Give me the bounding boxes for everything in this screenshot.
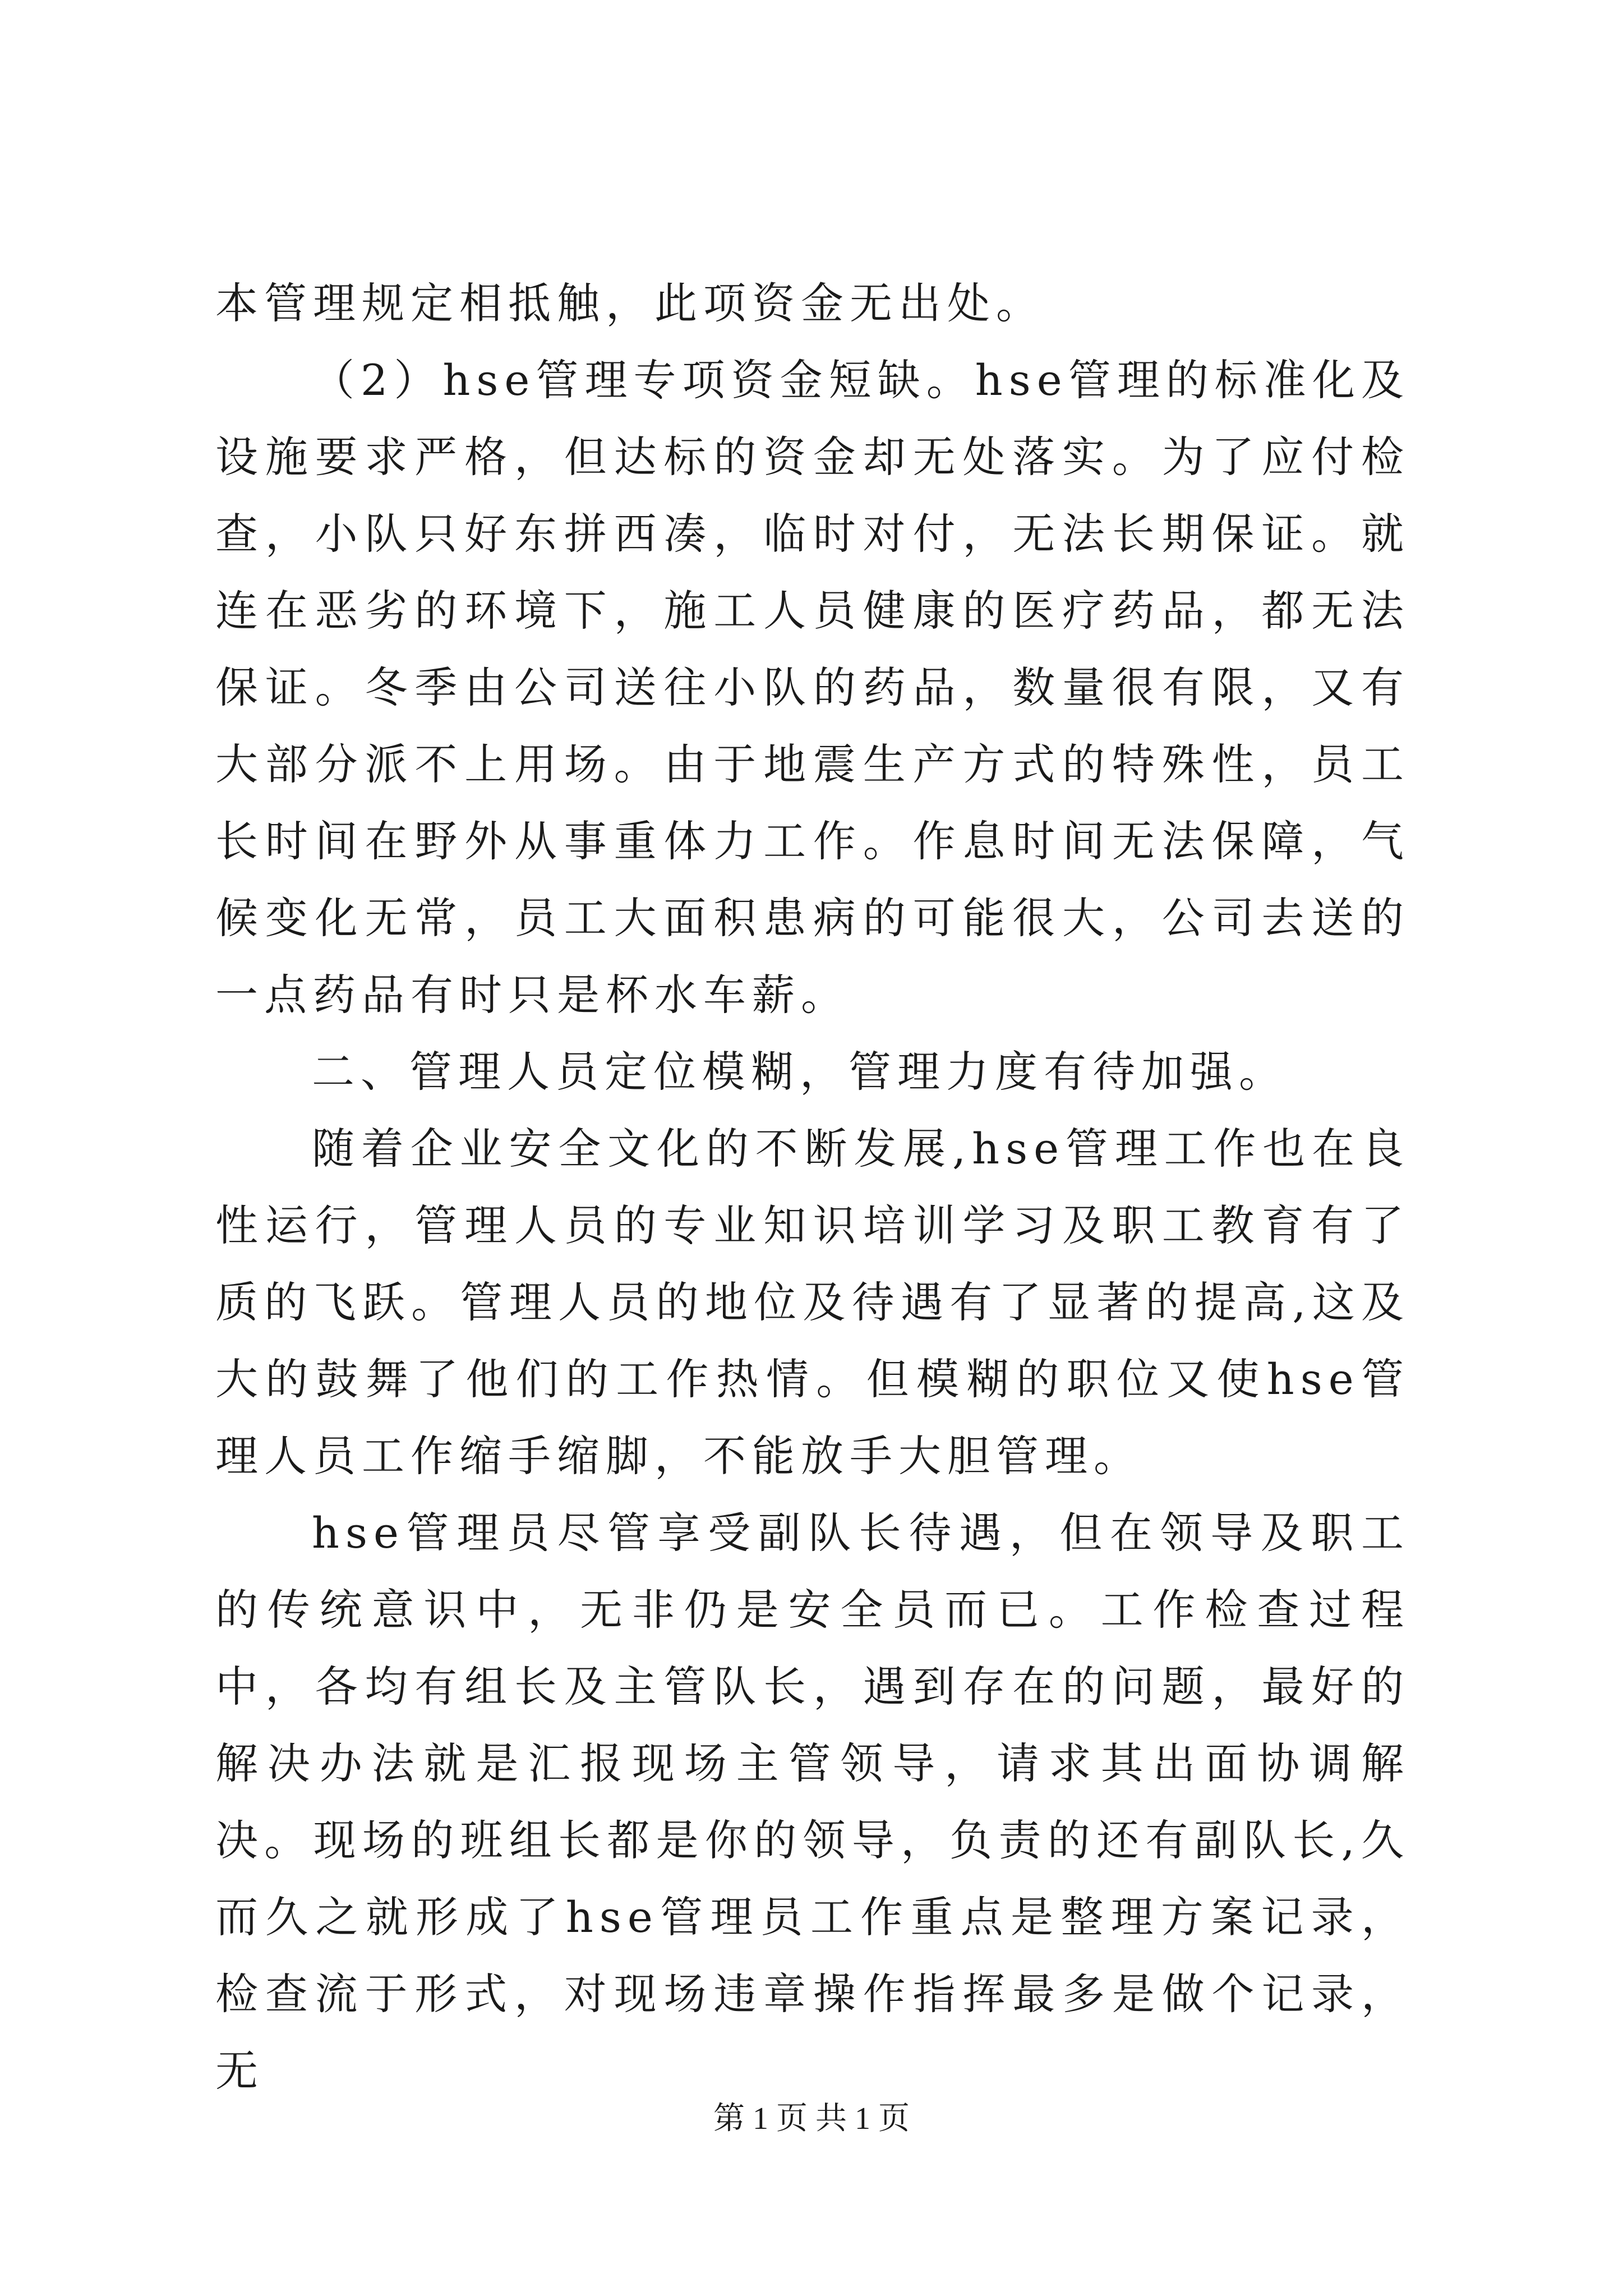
paragraph-safety-culture: 随着企业安全文化的不断发展,hse管理工作也在良性运行，管理人员的专业知识培训学习及职工教育有了质的飞跃。管理人员的地位及待遇有了显著的提高,这及大的鼓舞了他们的工作热情。但模糊的职位又使hse管理人员工作缩手缩脚，不能放手大胆管理。: [215, 1124, 1410, 1481]
paragraph-hse-manager: hse管理员尽管享受副队长待遇，但在领导及职工的传统意识中，无非仍是安全员而已。工作检查过程中，各均有组长及主管队长，遇到存在的问题，最好的解决办法就是汇报现场主管领导，请求其出面协调解决。现场的班组长都是你的领导，负责的还有副队长,久而久之就形成了hse管理员工作重点是整理方案记录，检查流于形式，对现场违章操作指挥最多是做个记录，无: [215, 1508, 1410, 2096]
page-footer: 第 1 页 共 1 页: [713, 2101, 910, 2136]
document-body: [215, 265, 1410, 2109]
section-heading: 二、管理人员定位模糊，管理力度有待加强。: [312, 1047, 1288, 1097]
paragraph-funding-shortage: （2）hse管理专项资金短缺。hse管理的标准化及设施要求严格，但达标的资金却无处落实。为了应付检查，小队只好东拼西凑，临时对付，无法长期保证。就连在恶劣的环境下，施工人员健康的医疗药品，都无法保证。冬季由公司送往小队的药品，数量很有限，又有大部分派不上用场。由于地震生产方式的特殊性，员工长时间在野外从事重体力工作。作息时间无法保障，气候变化无常，员工大面积患病的可能很大，公司去送的一点药品有时只是杯水车薪。: [215, 355, 1410, 1020]
paragraph-continuation: 本管理规定相抵触，此项资金无出处。: [215, 278, 1045, 328]
